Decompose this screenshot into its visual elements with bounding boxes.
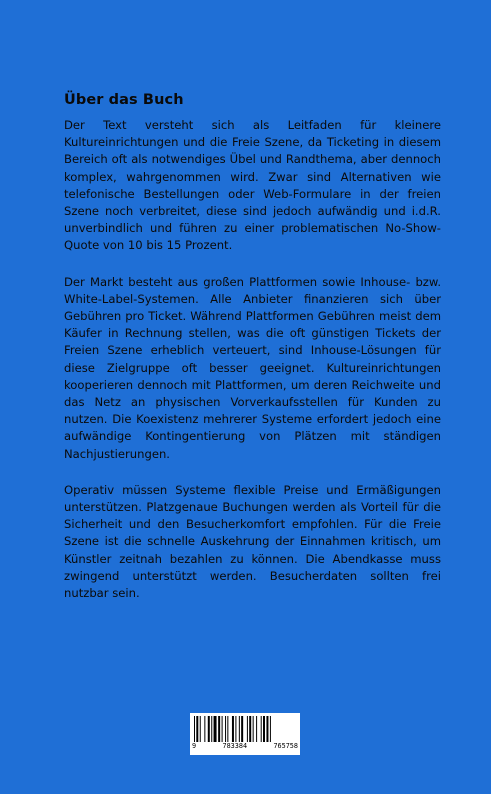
barcode-bar [214,716,217,742]
barcode-bar [200,716,201,742]
barcode-bar [204,716,205,742]
blurb-text [64,117,441,621]
barcode-bar [256,716,257,742]
barcode-bar [225,716,226,742]
barcode-bar [235,716,236,742]
barcode-bar [222,716,223,742]
blurb-paragraph-1: Der Text versteht sich als Leitfaden für kleinere Kultureinrichtungen und die Freie Szene, da Ticketing in diesem Bereich oft als notwendiges Übel und Randthema, aber dennoch komplex, wahrgenommen wird. Zwar sind Alternativen wie telefonische Bestellungen oder Web-Formulare in der freien Szene noch verbreitet, diese sind jedoch aufwändig und i.d.R. unverbindlich und führen zu einer problematischen No-Show-Quote von 10 bis 15 Prozent. [64,118,441,253]
blurb-paragraph-3: Operativ müssen Systeme flexible Preise und Ermäßigungen unterstützen. Platzgenaue Buchungen werden als Vorteil für die Sicherheit und den Besucherkomfort empfohlen. Für die Freie Szene ist die schnelle Auskehrung der Einnahmen kritisch, um Künstler zeitnah bezahlen zu können. Die Abendkasse muss zwingend unterstützt werden. Besucherdaten sollten frei nutzbar sein. [64,482,441,601]
blurb-paragraph-2: Der Markt besteht aus großen Plattformen sowie Inhouse- bzw. White-Label-Systemen. Alle Anbieter finanzieren sich über Gebühren pro Ticket. Während Plattformen Gebühren meist dem Käufer in Rechnung stellen, was die oft günstigen Tickets der Freien Szene erheblich verteuert, sind Inhouse-Lösungen für diese Zielgruppe oft besser geeignet. Kultureinrichtungen kooperieren dennoch mit Plattformen, um deren Reichweite und das Netz an physischen Vorverkaufsstellen für Kunden zu nutzen. Die Koexistenz mehrerer Systeme erfordert jedoch eine aufwändige Kontingentierung von Plätzen mit ständigen Nachjustierungen. [64,274,441,461]
barcode-bar [218,716,220,742]
barcode-digit-prefix: 9 [192,742,197,750]
barcode-bar [266,716,268,742]
barcode-bar [247,716,248,742]
barcode-bar [211,716,212,742]
barcode-bar [196,716,198,742]
barcode-bar [249,716,251,742]
barcode-bar [194,716,195,742]
barcode-bar [232,716,234,742]
barcode-bar [239,716,240,742]
isbn-barcode [190,713,300,755]
barcode-bar [227,716,228,742]
back-cover-heading: Über das Buch [64,92,184,108]
barcode-bar [241,716,243,742]
barcode-bar [270,716,271,742]
barcode-bars [194,716,296,742]
barcode-bar [261,716,262,742]
barcode-bar [208,716,210,742]
barcode-digit-group-1: 783384 [222,742,248,750]
barcode-bar [263,716,265,742]
barcode-digit-group-2: 765758 [273,742,298,750]
barcode-digits [192,742,298,750]
barcode-bar [253,716,254,742]
